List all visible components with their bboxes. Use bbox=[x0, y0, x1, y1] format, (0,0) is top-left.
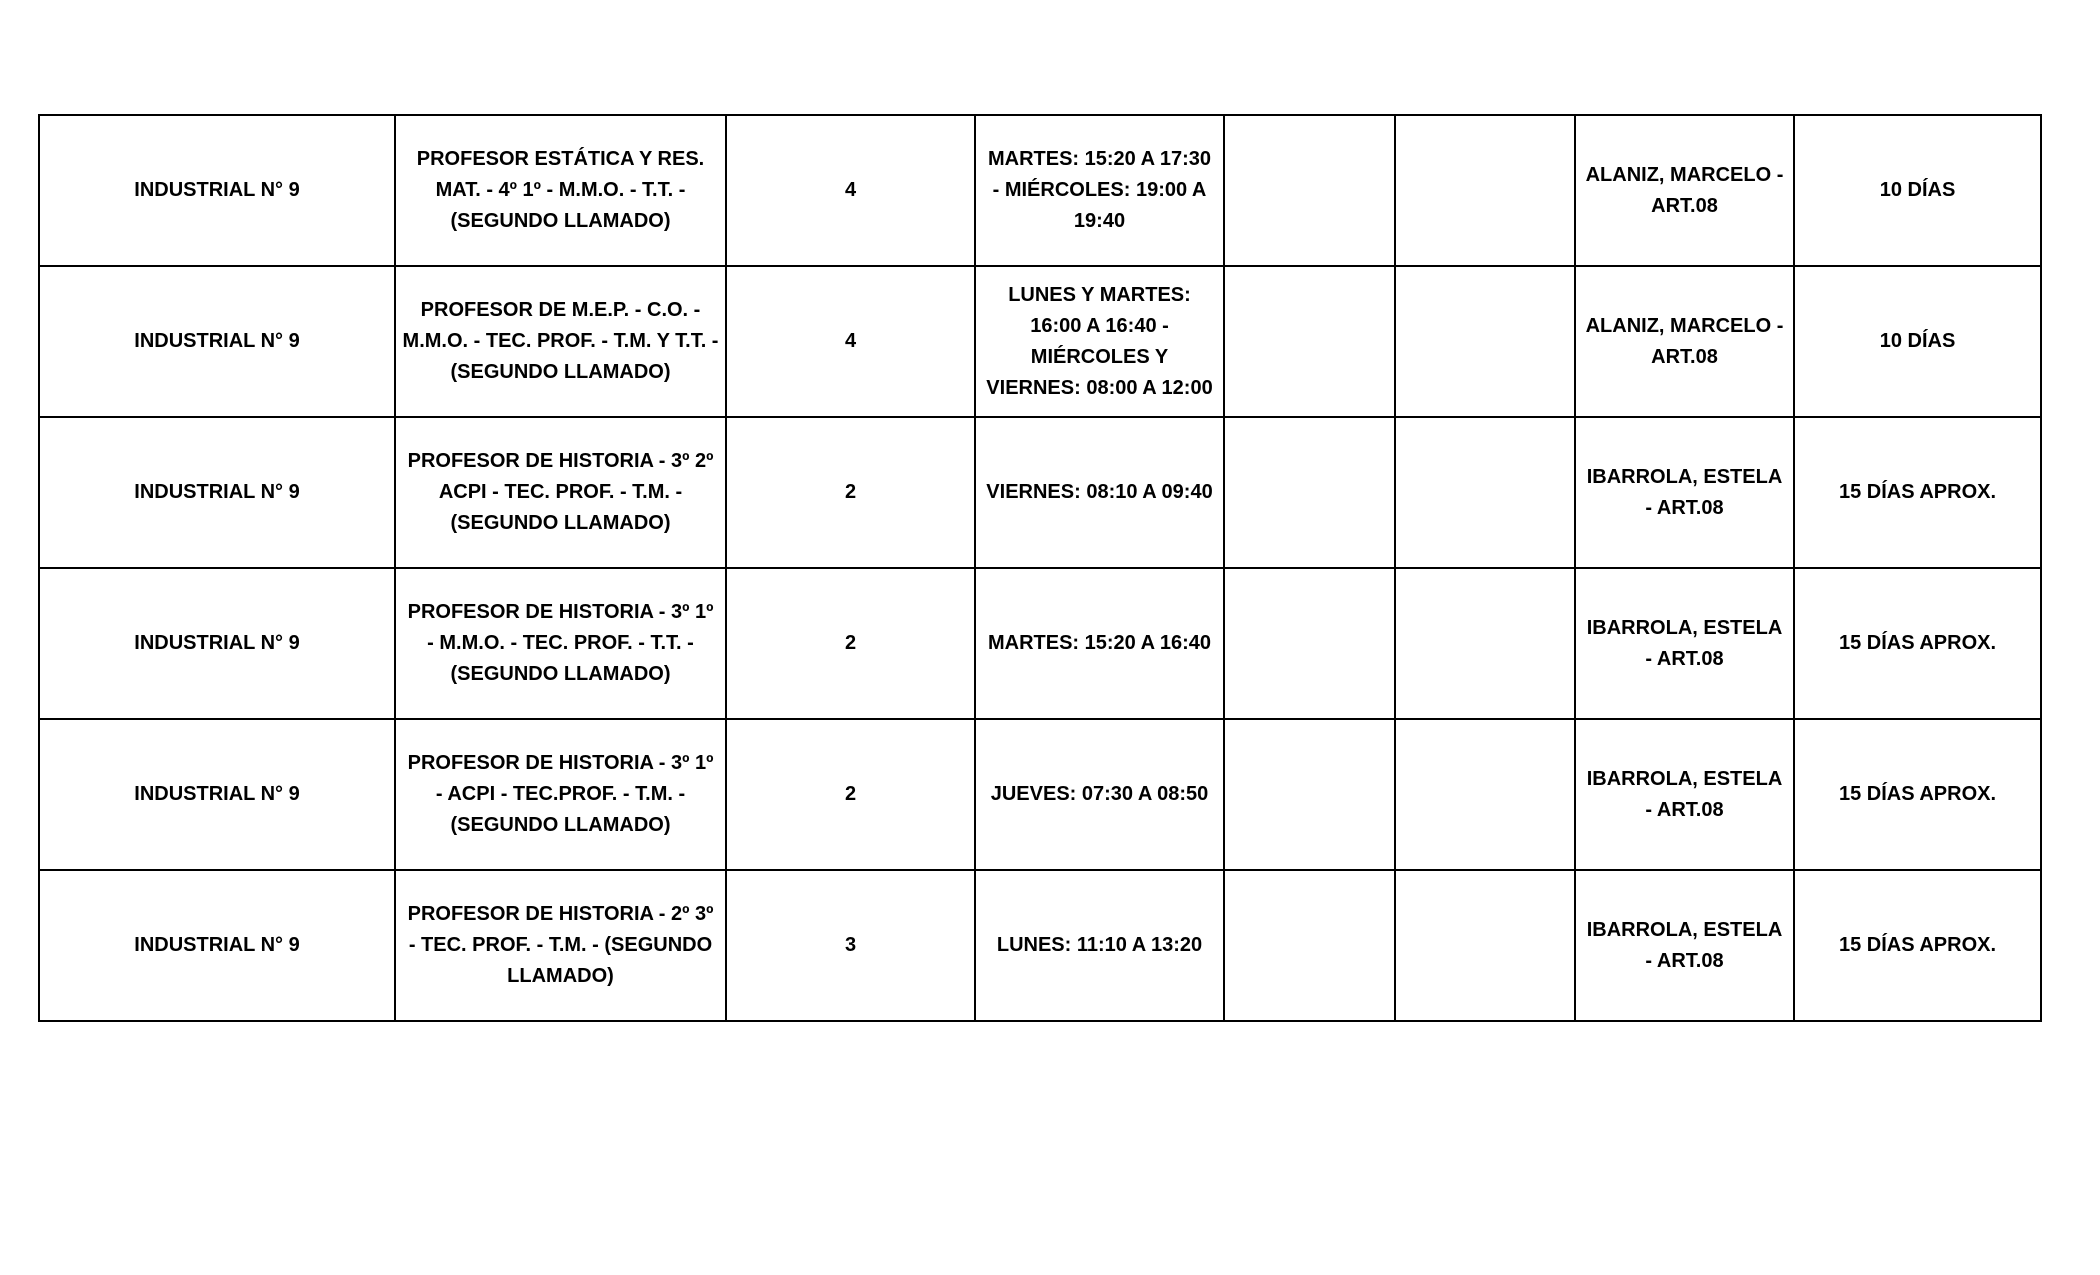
school-cell: INDUSTRIAL N° 9 bbox=[39, 266, 395, 417]
replaces-cell: IBARROLA, ESTELA - ART.08 bbox=[1575, 870, 1794, 1021]
schedule-cell: MARTES: 15:20 A 17:30 - MIÉRCOLES: 19:00 A 19:40 bbox=[975, 115, 1224, 266]
replaces-cell: ALANIZ, MARCELO - ART.08 bbox=[1575, 115, 1794, 266]
school-cell: INDUSTRIAL N° 9 bbox=[39, 568, 395, 719]
hours-cell: 2 bbox=[726, 719, 975, 870]
school-cell: INDUSTRIAL N° 9 bbox=[39, 417, 395, 568]
schedule-cell: VIERNES: 08:10 A 09:40 bbox=[975, 417, 1224, 568]
position-cell: PROFESOR ESTÁTICA Y RES. MAT. - 4º 1º - M.M.O. - T.T. - (SEGUNDO LLAMADO) bbox=[395, 115, 726, 266]
hours-cell: 4 bbox=[726, 115, 975, 266]
vacancies-table bbox=[38, 114, 2042, 1022]
duration-cell: 10 DÍAS bbox=[1794, 115, 2041, 266]
duration-cell: 15 DÍAS APROX. bbox=[1794, 568, 2041, 719]
table-row bbox=[39, 266, 2041, 417]
table-row bbox=[39, 870, 2041, 1021]
position-cell: PROFESOR DE HISTORIA - 3º 2º ACPI - TEC. PROF. - T.M. - (SEGUNDO LLAMADO) bbox=[395, 417, 726, 568]
table-row bbox=[39, 115, 2041, 266]
empty-cell bbox=[1224, 266, 1395, 417]
school-cell: INDUSTRIAL N° 9 bbox=[39, 870, 395, 1021]
school-cell: INDUSTRIAL N° 9 bbox=[39, 115, 395, 266]
empty-cell bbox=[1395, 417, 1575, 568]
table-row bbox=[39, 568, 2041, 719]
duration-cell: 15 DÍAS APROX. bbox=[1794, 870, 2041, 1021]
schedule-cell: LUNES: 11:10 A 13:20 bbox=[975, 870, 1224, 1021]
empty-cell bbox=[1224, 719, 1395, 870]
empty-cell bbox=[1395, 568, 1575, 719]
empty-cell bbox=[1395, 719, 1575, 870]
position-cell: PROFESOR DE M.E.P. - C.O. - M.M.O. - TEC. PROF. - T.M. Y T.T. -(SEGUNDO LLAMADO) bbox=[395, 266, 726, 417]
position-cell: PROFESOR DE HISTORIA - 2º 3º - TEC. PROF. - T.M. - (SEGUNDO LLAMADO) bbox=[395, 870, 726, 1021]
hours-cell: 2 bbox=[726, 568, 975, 719]
replaces-cell: IBARROLA, ESTELA - ART.08 bbox=[1575, 719, 1794, 870]
schedule-cell: MARTES: 15:20 A 16:40 bbox=[975, 568, 1224, 719]
table-row bbox=[39, 417, 2041, 568]
empty-cell bbox=[1224, 115, 1395, 266]
empty-cell bbox=[1224, 568, 1395, 719]
empty-cell bbox=[1395, 115, 1575, 266]
schedule-cell: LUNES Y MARTES: 16:00 A 16:40 - MIÉRCOLES Y VIERNES: 08:00 A 12:00 bbox=[975, 266, 1224, 417]
duration-cell: 10 DÍAS bbox=[1794, 266, 2041, 417]
hours-cell: 3 bbox=[726, 870, 975, 1021]
empty-cell bbox=[1395, 266, 1575, 417]
replaces-cell: IBARROLA, ESTELA - ART.08 bbox=[1575, 417, 1794, 568]
table-row bbox=[39, 719, 2041, 870]
hours-cell: 4 bbox=[726, 266, 975, 417]
replaces-cell: IBARROLA, ESTELA - ART.08 bbox=[1575, 568, 1794, 719]
position-cell: PROFESOR DE HISTORIA - 3º 1º - M.M.O. - TEC. PROF. - T.T. - (SEGUNDO LLAMADO) bbox=[395, 568, 726, 719]
hours-cell: 2 bbox=[726, 417, 975, 568]
empty-cell bbox=[1395, 870, 1575, 1021]
duration-cell: 15 DÍAS APROX. bbox=[1794, 417, 2041, 568]
position-cell: PROFESOR DE HISTORIA - 3º 1º - ACPI - TEC.PROF. - T.M. - (SEGUNDO LLAMADO) bbox=[395, 719, 726, 870]
empty-cell bbox=[1224, 870, 1395, 1021]
schedule-cell: JUEVES: 07:30 A 08:50 bbox=[975, 719, 1224, 870]
duration-cell: 15 DÍAS APROX. bbox=[1794, 719, 2041, 870]
empty-cell bbox=[1224, 417, 1395, 568]
school-cell: INDUSTRIAL N° 9 bbox=[39, 719, 395, 870]
replaces-cell: ALANIZ, MARCELO - ART.08 bbox=[1575, 266, 1794, 417]
